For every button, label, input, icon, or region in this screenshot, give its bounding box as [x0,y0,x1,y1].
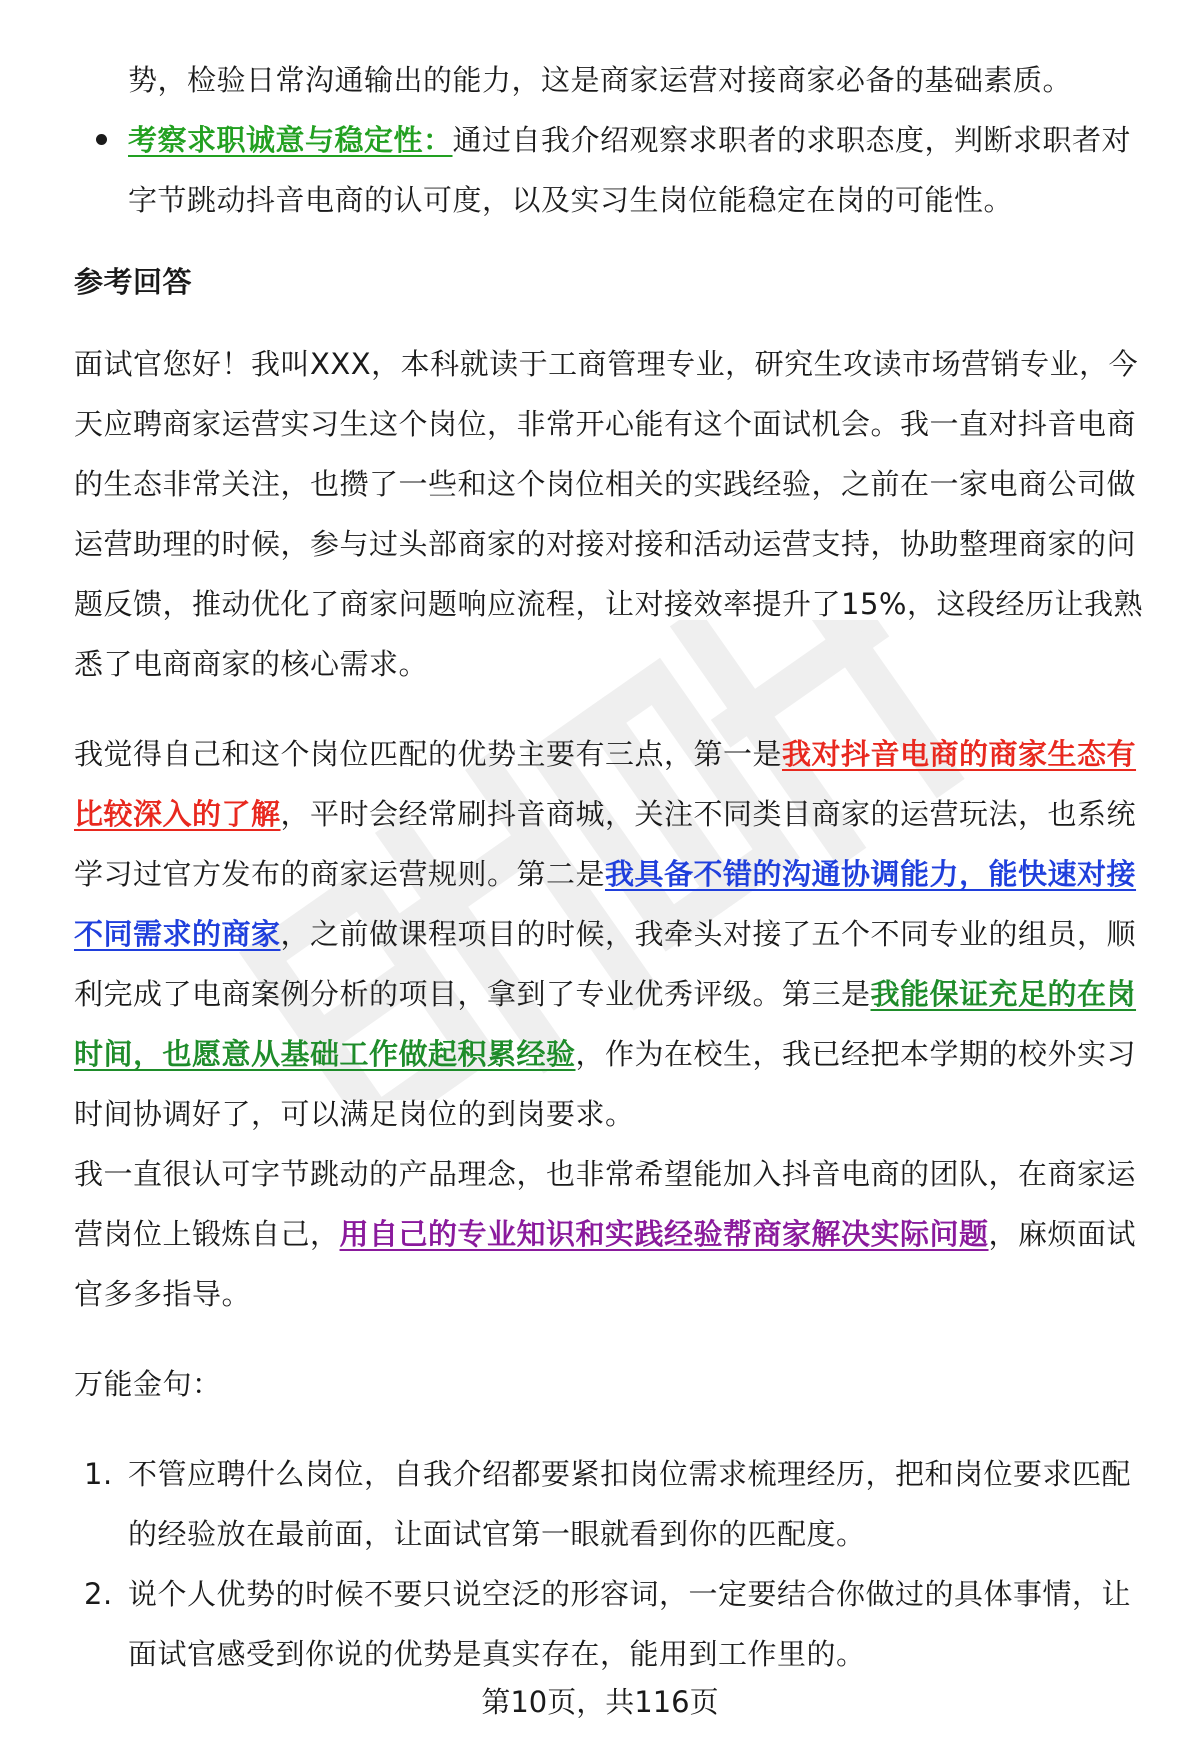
page-footer: 第10页，共116页 [481,1685,719,1719]
bullet-text: 通过自我介绍观察求职者的求职态度，判断求职者对字节跳动抖音电商的认可度，以及实习生岗位能稳定在岗的可能性。 [128,123,1132,217]
list-item [74,1564,1144,1684]
answer-paragraph-3 [74,1144,1144,1324]
bullet-dot-icon [96,134,107,145]
paragraph-text: ，平时会经常刷抖音商城，关注不同类目商家的运营玩法，也系统学习过官方发布的商家运营规则。第二是 [74,797,1137,891]
section-heading: 参考回答 [74,265,193,299]
list-item-text: 不管应聘什么岗位，自我介绍都要紧扣岗位需求梳理经历，把和岗位要求匹配的经验放在最前面，让面试官第一眼就看到你的匹配度。 [128,1457,1132,1551]
answer-paragraph-2 [74,724,1144,1144]
highlight-blue: 我具备不错的沟通协调能力，能快速对接不同需求的商家 [74,857,1137,951]
highlight-red: 我对抖音电商的商家生态有比较深入的了解 [74,737,1137,831]
list-item [74,1444,1144,1564]
list-item [74,110,1144,230]
paragraph-text: 我觉得自己和这个岗位匹配的优势主要有三点，第一是 [74,737,783,771]
paragraph-text: ，之前做课程项目的时候，我牵头对接了五个不同专业的组员，顺利完成了电商案例分析的项目，拿到了专业优秀评级。第三是 [74,917,1137,1011]
highlight-green: 我能保证充足的在岗时间，也愿意从基础工作做起积累经验 [74,977,1137,1071]
bullet-label: 考察求职诚意与稳定性： [128,123,453,157]
highlight-purple: 用自己的专业知识和实践经验帮商家解决实际问题 [339,1217,989,1251]
list-item-text: 说个人优势的时候不要只说空泛的形容词，一定要结合你做过的具体事情，让面试官感受到你说的优势是真实存在，能用到工作里的。 [128,1577,1132,1671]
tips-heading: 万能金句： [74,1367,222,1401]
list-number: 1. [84,1457,113,1491]
paragraph-text: ，作为在校生，我已经把本学期的校外实习时间协调好了，可以满足岗位的到岗要求。 [74,1037,1137,1131]
paragraph-text: 我一直很认可字节跳动的产品理念，也非常希望能加入抖音电商的团队，在商家运营岗位上锻炼自己， [74,1157,1137,1251]
continued-text: 势，检验日常沟通输出的能力，这是商家运营对接商家必备的基础素质。 [128,63,1073,97]
list-number: 2. [84,1577,113,1611]
paragraph-text: ，麻烦面试官多多指导。 [74,1217,1137,1311]
answer-paragraph-1: 面试官您好！我叫XXX，本科就读于工商管理专业，研究生攻读市场营销专业，今天应聘商家运营实习生这个岗位，非常开心能有这个面试机会。我一直对抖音电商的生态非常关注，也攒了一些和这个岗位相关的实践经验，之前在一家电商公司做运营助理的时候，参与过头部商家的对接对接和活动运营支持，协助整理商家的问题反馈，推动优化了商家问题响应流程，让对接效率提升了15%，这段经历让我熟悉了电商商家的核心需求。 [74,347,1143,681]
tips-list [74,1444,1144,1684]
main-content [74,50,1144,1684]
